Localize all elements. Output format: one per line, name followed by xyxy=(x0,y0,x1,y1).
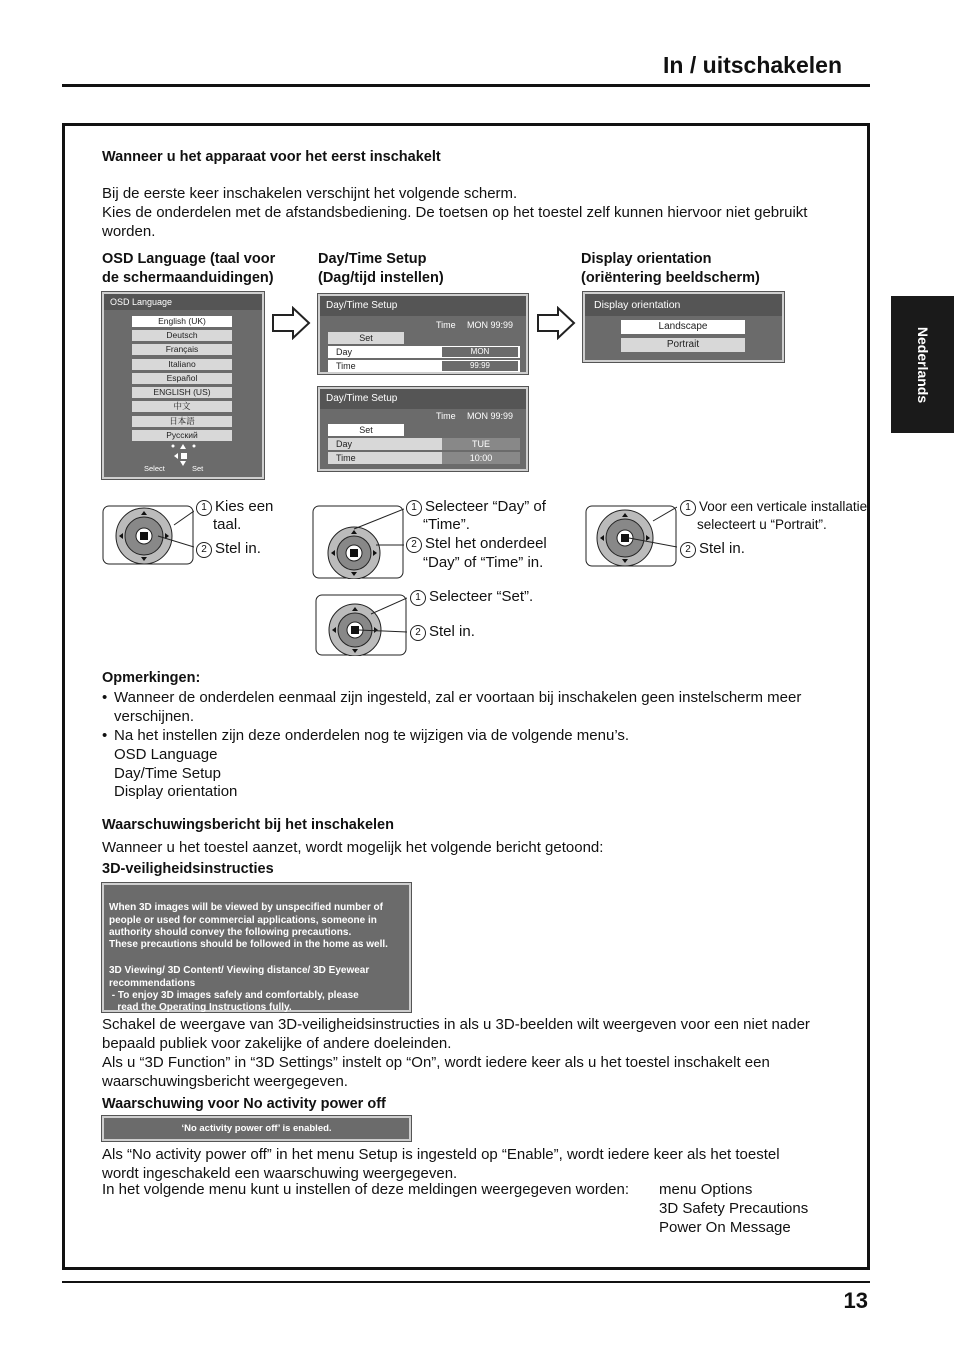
daytime-menu-1 xyxy=(318,294,528,374)
daytime-menu-title: Day/Time Setup xyxy=(320,389,526,409)
box-line: When 3D images will be viewed by unspecified number of xyxy=(109,902,383,914)
dt-step-3: 1 Selecteer “Set”. xyxy=(410,587,533,606)
lang-item[interactable]: Italiano xyxy=(132,359,232,370)
box-line: read the Operating Instructions fully. xyxy=(109,1002,292,1014)
set-button[interactable]: Set xyxy=(328,424,404,436)
noactivity-para-2: In het volgende menu kunt u instellen of deze meldingen weergegeven worden: xyxy=(102,1181,630,1198)
orientation-menu-title: Display orientation xyxy=(585,294,782,316)
time-row-label: Time xyxy=(336,361,356,371)
page-title: In / uitschakelen xyxy=(663,52,842,78)
osd-step-1b: taal. xyxy=(213,516,242,533)
daytime-menu-title: Day/Time Setup xyxy=(320,296,526,316)
mini-dpad-icon xyxy=(170,442,200,468)
osd-step-1: 1 Kies een xyxy=(196,497,273,516)
lang-item[interactable]: Français xyxy=(132,344,232,355)
time-label: Time xyxy=(436,411,456,421)
or-step-1b: selecteert u “Portrait”. xyxy=(697,517,827,532)
bottom-rule xyxy=(62,1281,870,1283)
warning-text: Wanneer u het toestel aanzet, wordt mogelijk het volgende bericht getoond: xyxy=(102,839,604,856)
daytime-heading-2: (Dag/tijd instellen) xyxy=(318,270,444,286)
box-line: recommendations xyxy=(109,977,196,989)
notes-menu-1: OSD Language xyxy=(114,746,218,763)
day-label: Day xyxy=(336,347,353,357)
osd-language-menu xyxy=(102,292,264,479)
time-row-label: Time xyxy=(336,453,356,463)
time-row-value: 99:99 xyxy=(442,361,518,371)
dt-step-1b: “Time”. xyxy=(423,516,470,533)
side-tab-label: Nederlands xyxy=(914,326,931,403)
step-circle: 2 xyxy=(680,542,696,558)
warning-para-2a: Als u “3D Function” in “3D Settings” instelt op “On”, wordt iedere keer als u het toestel inschakelt een xyxy=(102,1054,770,1071)
osd-select-label: Select xyxy=(144,464,165,473)
noactivity-menu-item-2: Power On Message xyxy=(659,1219,791,1236)
day-row[interactable] xyxy=(328,438,442,450)
notes-menu-3: Display orientation xyxy=(114,783,238,800)
step-circle: 1 xyxy=(680,500,696,516)
orient-heading-2: (oriëntering beeldscherm) xyxy=(581,270,760,286)
lang-item[interactable]: 日本語 xyxy=(132,416,232,427)
osd-step-2: 2 Stel in. xyxy=(196,539,261,558)
top-rule xyxy=(62,84,870,87)
day-value: TUE xyxy=(442,438,520,450)
lang-item[interactable]: Español xyxy=(132,373,232,384)
intro-line3: worden. xyxy=(102,223,156,240)
remote-dpad-icon xyxy=(585,505,677,567)
day-value: MON xyxy=(442,347,518,357)
step-circle: 2 xyxy=(196,542,212,558)
notes-bullet-1b: verschijnen. xyxy=(114,708,195,725)
notes-bullet: • xyxy=(102,689,108,706)
intro-line1: Bij de eerste keer inschakelen verschijnt het volgende scherm. xyxy=(102,185,518,202)
orient-heading-1: Display orientation xyxy=(581,251,712,267)
dt-step-1: 1 Selecteer “Day” of xyxy=(406,497,546,516)
lang-item[interactable]: Русский xyxy=(132,430,232,441)
daytime-heading-1: Day/Time Setup xyxy=(318,251,427,267)
step-circle: 2 xyxy=(406,537,422,553)
time-row[interactable] xyxy=(328,452,442,464)
box-line: people or used for commercial applications, someone in xyxy=(109,914,377,926)
notes-menu-2: Day/Time Setup xyxy=(114,765,221,782)
box-line: - To enjoy 3D images safely and comfortably, please xyxy=(109,989,359,1001)
portrait-option[interactable]: Portrait xyxy=(621,338,745,352)
or-step-2: 2 Stel in. xyxy=(680,539,745,558)
step-circle: 1 xyxy=(410,590,426,606)
warning-para-1a: Schakel de weergave van 3D-veiligheidsinstructies in als u 3D-beelden wilt weergeven voor een niet nader xyxy=(102,1016,810,1033)
warning-subheading: 3D-veiligheidsinstructies xyxy=(102,861,274,877)
or-step-1: 1 Voor een verticale installatie xyxy=(680,497,867,516)
notes-bullet-1a: Wanneer de onderdelen eenmaal zijn ingesteld, zal er voortaan bij inschakelen geen instelscherm meer xyxy=(114,689,802,706)
lang-item[interactable]: English (UK) xyxy=(132,316,232,327)
osd-heading-1: OSD Language (taal voor xyxy=(102,251,276,267)
page-number: 13 xyxy=(843,1288,868,1313)
remote-dpad-icon xyxy=(102,505,194,565)
step-circle: 2 xyxy=(410,625,426,641)
notes-heading: Opmerkingen: xyxy=(102,670,201,686)
landscape-option[interactable]: Landscape xyxy=(621,320,745,334)
step-circle: 1 xyxy=(196,500,212,516)
noactivity-menu-label: menu Options xyxy=(659,1181,753,1198)
set-button[interactable]: Set xyxy=(328,332,404,344)
step-circle: 1 xyxy=(406,500,422,516)
osd-heading-2: de schermaanduidingen) xyxy=(102,270,274,286)
box-line: These precautions should be followed in the home as well. xyxy=(109,939,388,951)
intro-line2: Kies de onderdelen met de afstandsbediening. De toetsen op het toestel zelf kunnen hiervoor niet gebruikt xyxy=(102,204,808,221)
dt-step-2b: “Day” of “Time” in. xyxy=(423,554,544,571)
time-value: MON 99:99 xyxy=(467,411,514,421)
noactivity-para-1a: Als “No activity power off” in het menu Setup is ingesteld op “Enable”, wordt iedere keer als het toestel xyxy=(102,1146,780,1163)
osd-set-label: Set xyxy=(192,464,204,473)
lang-item[interactable]: 中文 xyxy=(132,401,232,412)
noactivity-heading: Waarschuwing voor No activity power off xyxy=(102,1096,386,1112)
warning-para-1b: bepaald publiek voor zakelijke of andere doeleinden. xyxy=(102,1035,452,1052)
box-line: authority should convey the following precautions. xyxy=(109,926,352,938)
arrow-right-icon xyxy=(536,306,576,340)
lang-item[interactable]: Deutsch xyxy=(132,330,232,341)
warning-para-2b: waarschuwingsbericht weergegeven. xyxy=(102,1073,348,1090)
orientation-menu xyxy=(583,292,784,362)
time-row-value: 10:00 xyxy=(442,452,520,464)
daytime-menu-2 xyxy=(318,387,528,471)
time-label: Time xyxy=(436,320,456,330)
remote-dpad-icon xyxy=(315,594,407,656)
noactivity-para-1b: wordt ingeschakeld een waarschuwing weergegeven. xyxy=(102,1165,458,1182)
remote-dpad-icon xyxy=(312,505,404,579)
warning-heading: Waarschuwingsbericht bij het inschakelen xyxy=(102,817,394,833)
box-line: 3D Viewing/ 3D Content/ Viewing distance/ 3D Eyewear xyxy=(109,965,370,977)
dt-step-2: 2 Stel het onderdeel xyxy=(406,534,547,553)
lang-item[interactable]: ENGLISH (US) xyxy=(132,387,232,398)
day-label: Day xyxy=(336,439,353,449)
osd-menu-title: OSD Language xyxy=(104,294,262,310)
noactivity-message-box: ‘No activity power off’ is enabled. xyxy=(102,1116,411,1141)
notes-bullet-2: Na het instellen zijn deze onderdelen nog te wijzigen via de volgende menu’s. xyxy=(114,727,630,744)
arrow-right-icon xyxy=(271,306,311,340)
notes-bullet: • xyxy=(102,727,108,744)
dt-step-4: 2 Stel in. xyxy=(410,622,475,641)
intro-heading: Wanneer u het apparaat voor het eerst inschakelt xyxy=(102,149,441,165)
3d-safety-message-box xyxy=(102,883,411,1012)
noactivity-menu-item-1: 3D Safety Precautions xyxy=(659,1200,809,1217)
time-value: MON 99:99 xyxy=(467,320,514,330)
side-tab xyxy=(891,296,954,433)
